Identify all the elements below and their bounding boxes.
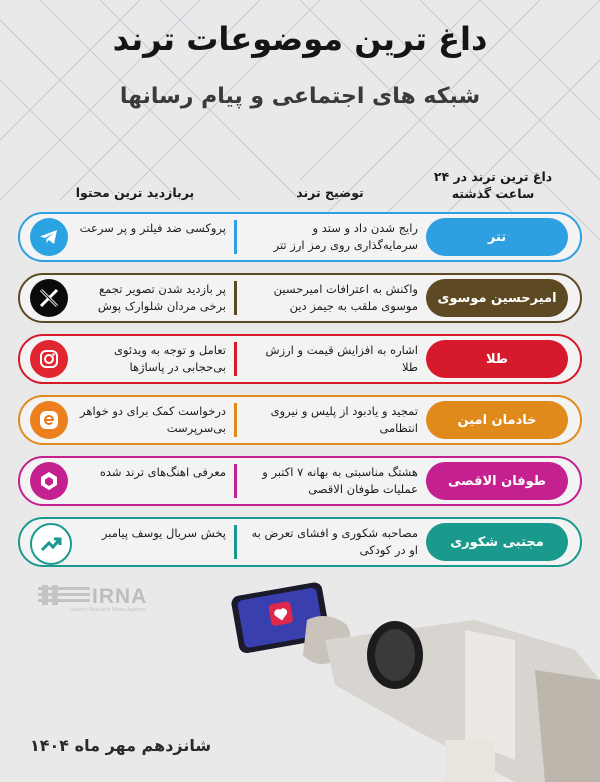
date-label: شانزدهم مهر ماه ۱۴۰۴ [30, 736, 212, 755]
trend-topic-pill: طلا [426, 340, 568, 378]
row-separator [234, 220, 237, 254]
trend-topic-pill: خادمان امین [426, 401, 568, 439]
instagram-icon [30, 340, 68, 378]
trend-topic-pill: مجتبی شکوری [426, 523, 568, 561]
logo-subtext: Islamic Republic News Agency [70, 607, 146, 613]
top-content-text: درخواست کمک برای دو خواهر بی‌سرپرست [80, 404, 226, 435]
top-content-text: پر بازدید شدن تصویر تجمع برخی مردان شلوارک پوش [97, 282, 226, 313]
row-separator [234, 464, 237, 498]
top-content-text: پخش سریال یوسف پیامبر [101, 526, 226, 540]
page-subtitle: شبکه های اجتماعی و پیام رسانها [119, 84, 481, 109]
trending-up-icon [30, 523, 72, 565]
table-row [18, 212, 582, 262]
telegram-icon [30, 218, 68, 256]
trend-description: تمجید و یادبود از پلیس و نیروی انتظامی [270, 404, 418, 435]
row-separator [234, 281, 237, 315]
table-row [18, 517, 582, 567]
trend-description: مصاحبه شکوری و افشای تعرض به او در کودکی [251, 526, 418, 557]
logo-text: IRNA [92, 585, 148, 608]
row-separator [234, 403, 237, 437]
column-header-content: پربازدید ترین محتوا [75, 185, 195, 200]
trend-topic-pill: تتر [426, 218, 568, 256]
x-icon [30, 279, 68, 317]
page-title: داغ ترین موضوعات ترند [112, 20, 488, 58]
top-content-text: تعامل و توجه به ویدئوی بی‌حجابی در پاساژها [113, 343, 226, 374]
rubika-icon [30, 462, 68, 500]
top-content-text: معرفی اهنگ‌های ترند شده [99, 465, 226, 479]
trend-description: رایج شدن داد و ستد و سرمایه‌گذاری روی رمز ارز تتر [273, 221, 418, 252]
trend-description: هشتگ مناسبتی به بهانه ۷ اکتبر و عملیات طوفان الاقصی [262, 465, 418, 496]
table-row [18, 456, 582, 506]
trend-topic-pill: امیرحسین موسوی [426, 279, 568, 317]
trend-topic-pill: طوفان الاقصی [426, 462, 568, 500]
column-header-topic: داغ ترین ترند در ۲۴ ساعت گذشته [433, 169, 553, 201]
column-header-description: توضیح ترند [296, 185, 364, 200]
row-separator [234, 342, 237, 376]
trend-description: واکنش به اعترافات امیرحسین موسوی ملقب به جیمز دین [273, 282, 418, 313]
trend-description: اشاره به افزایش قیمت و ارزش طلا [265, 343, 418, 374]
row-separator [234, 525, 237, 559]
table-row [18, 334, 582, 384]
table-row [18, 395, 582, 445]
top-content-text: پروکسی ضد فیلتر و پر سرعت [79, 221, 226, 235]
irna-logo [34, 585, 148, 615]
table-row [18, 273, 582, 323]
eitaa-icon [30, 401, 68, 439]
irna-emblem-icon [38, 585, 90, 607]
